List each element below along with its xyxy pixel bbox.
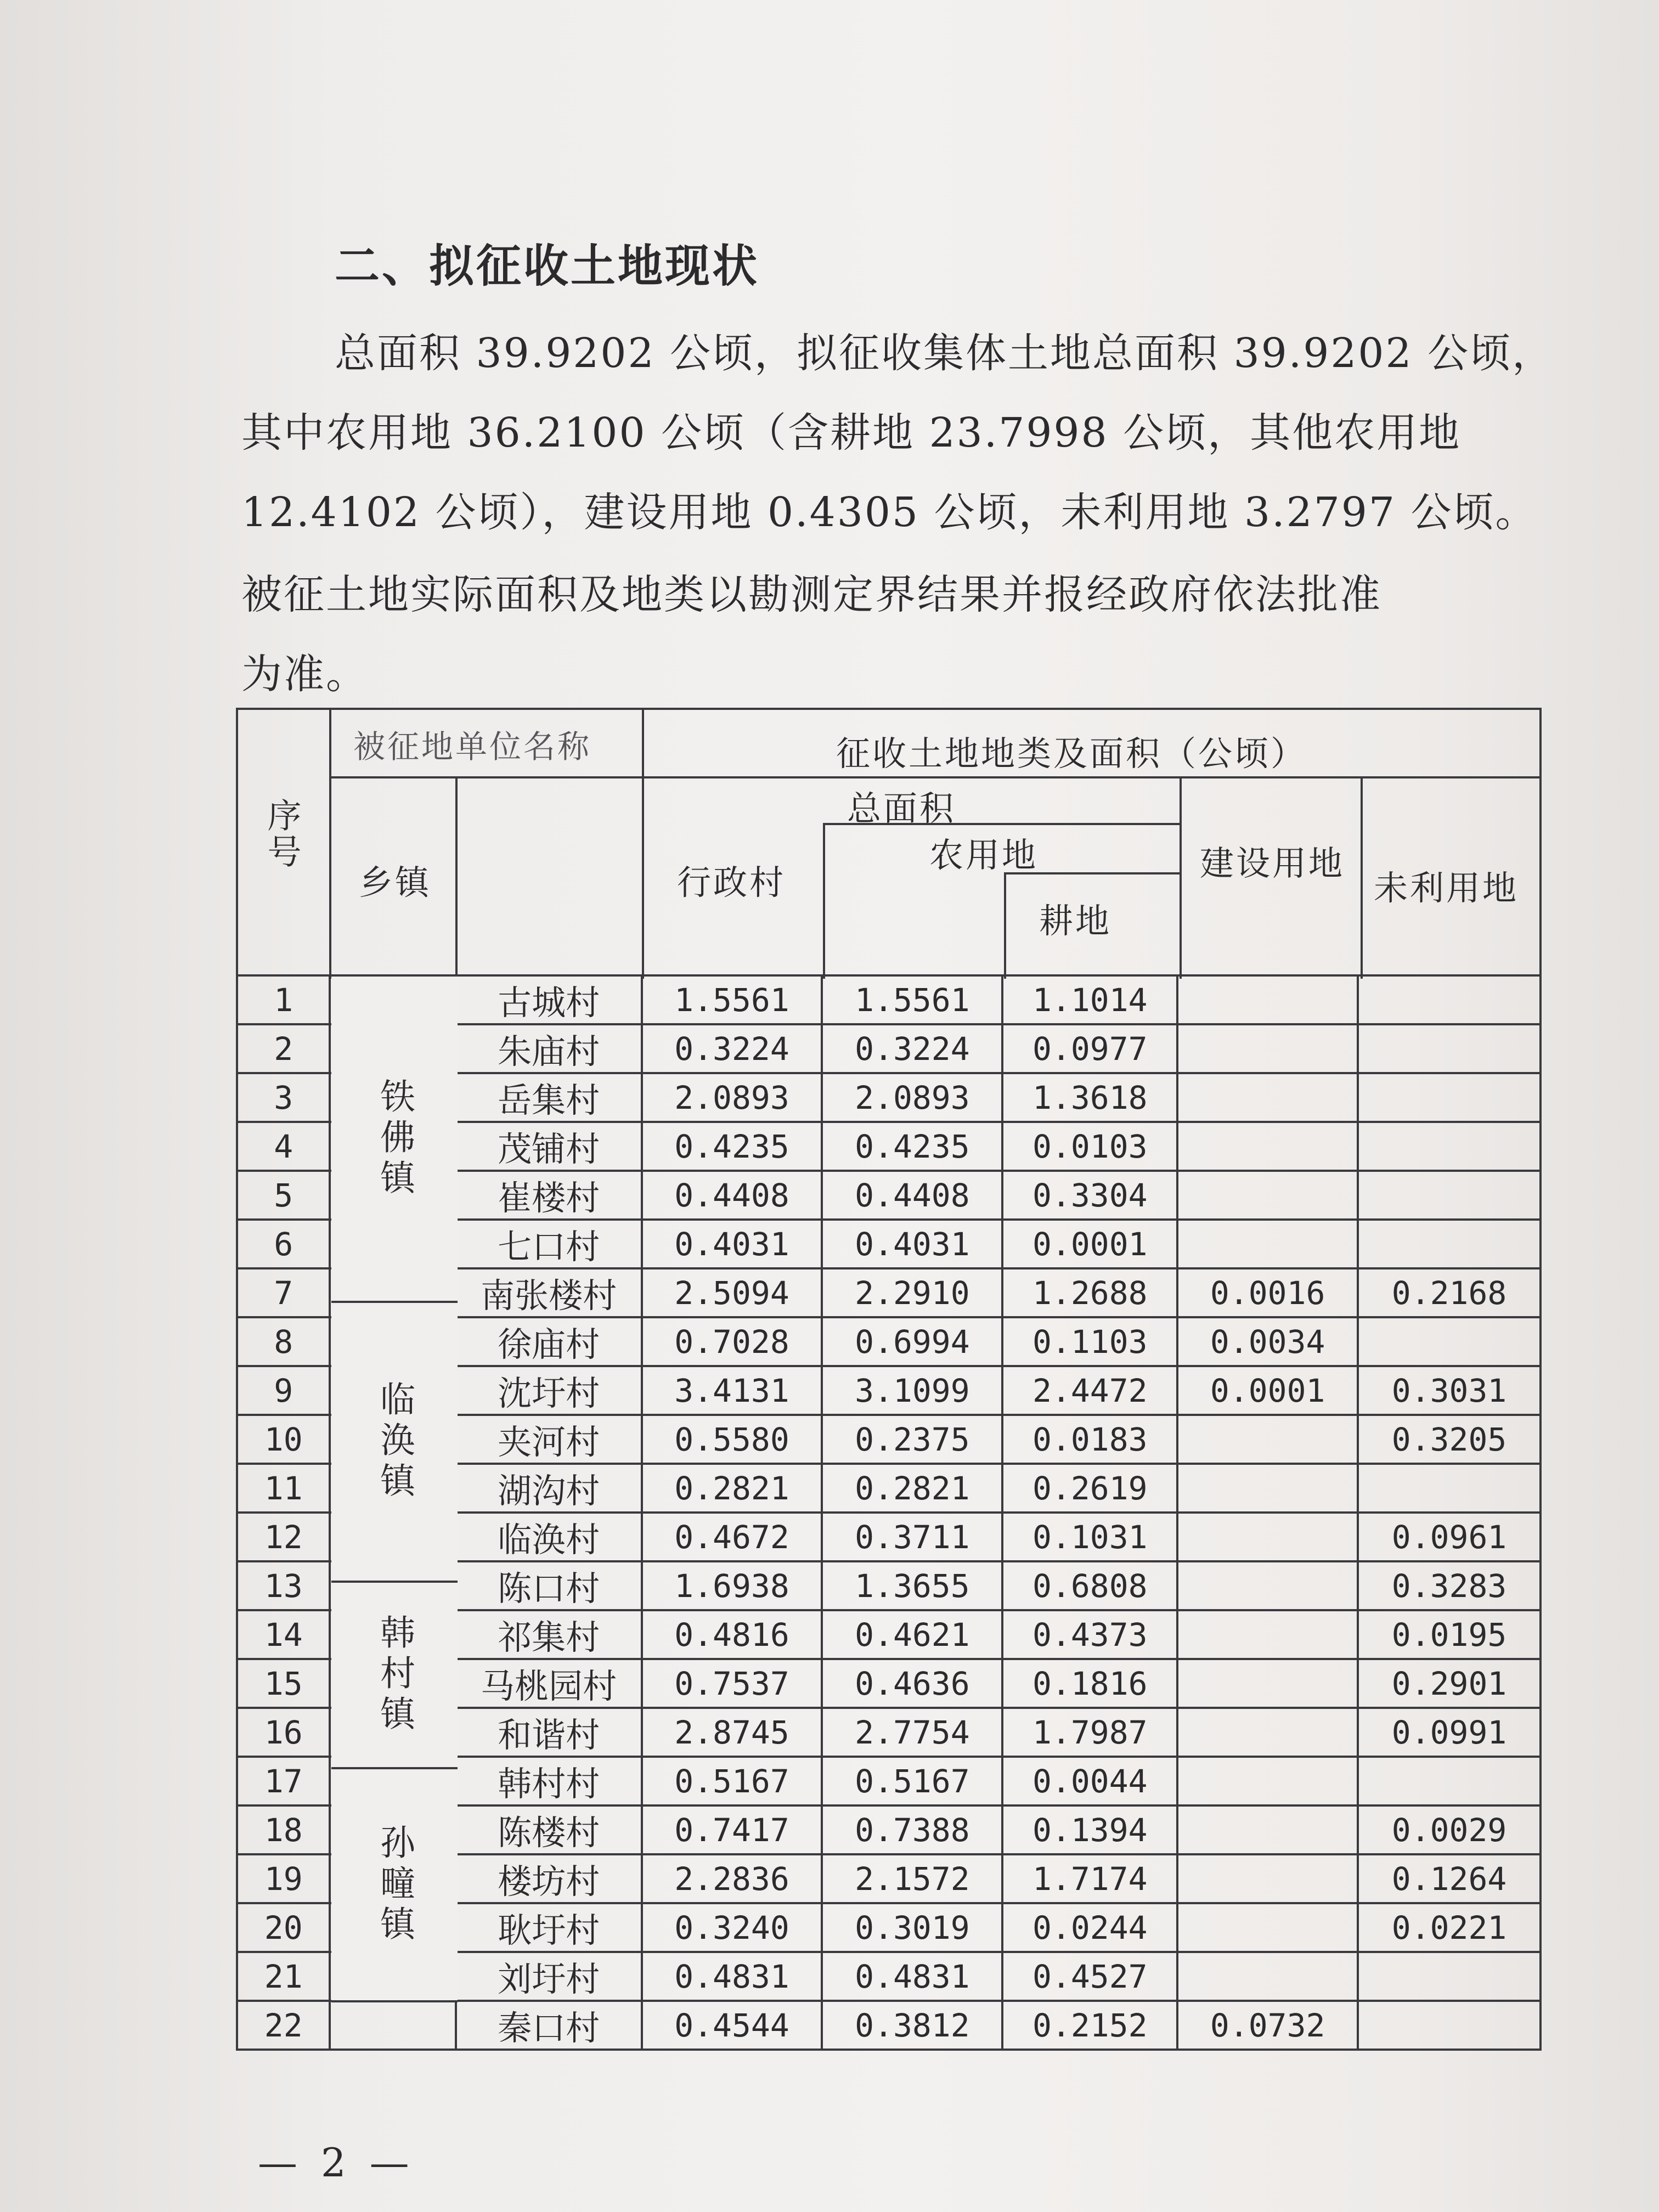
cell-agricultural: 2.0893 xyxy=(823,1074,1003,1121)
town-cell xyxy=(331,977,458,1303)
cell-seq: 15 xyxy=(238,1660,331,1707)
cell-agricultural: 0.4831 xyxy=(823,1953,1003,2000)
cell-construction xyxy=(1178,1562,1359,1609)
cell-total: 0.7537 xyxy=(643,1660,823,1707)
cell-cultivated: 0.0103 xyxy=(1003,1123,1178,1170)
table-row xyxy=(238,2002,1539,2051)
cell-cultivated: 1.7987 xyxy=(1003,1709,1178,1756)
cell-cultivated: 0.0183 xyxy=(1003,1416,1178,1463)
cell-agricultural: 0.5167 xyxy=(823,1758,1003,1804)
cell-agricultural: 2.2910 xyxy=(823,1269,1003,1316)
cell-village: 马桃园村 xyxy=(457,1660,643,1707)
cell-seq: 21 xyxy=(238,1953,331,2000)
cell-village: 秦口村 xyxy=(457,2002,643,2049)
cell-total: 1.5561 xyxy=(643,977,823,1023)
table-body xyxy=(236,977,1542,2051)
cell-village: 临涣村 xyxy=(457,1514,643,1560)
cell-total: 0.4235 xyxy=(643,1123,823,1170)
cell-village: 陈口村 xyxy=(457,1562,643,1609)
cell-total: 0.4831 xyxy=(643,1953,823,2000)
town-name: 铁佛镇 xyxy=(374,1077,415,1200)
header-town: 乡镇 xyxy=(359,862,432,902)
cell-cultivated: 0.0044 xyxy=(1003,1758,1178,1804)
header-seq: 序号 xyxy=(262,798,302,870)
cell-seq: 10 xyxy=(238,1416,331,1463)
table-header xyxy=(236,708,1542,977)
cell-total: 3.4131 xyxy=(643,1367,823,1414)
cell-unused xyxy=(1359,977,1539,1023)
cell-agricultural: 0.2375 xyxy=(823,1416,1003,1463)
cell-total: 0.3240 xyxy=(643,1904,823,1951)
cell-construction xyxy=(1178,977,1359,1023)
cell-seq: 1 xyxy=(238,977,331,1023)
land-acquisition-table xyxy=(236,708,1542,2051)
cell-construction xyxy=(1178,1514,1359,1560)
cell-seq: 17 xyxy=(238,1758,331,1804)
cell-unused xyxy=(1359,1221,1539,1267)
paragraph-line-3: 12.4102 公顷），建设用地 0.4305 公顷，未利用地 3.2797 公顷。 xyxy=(241,489,1538,536)
cell-village: 陈楼村 xyxy=(457,1807,643,1853)
cell-agricultural: 3.1099 xyxy=(823,1367,1003,1414)
cell-agricultural: 2.1572 xyxy=(823,1855,1003,1902)
cell-seq: 13 xyxy=(238,1562,331,1609)
cell-agricultural: 1.3655 xyxy=(823,1562,1003,1609)
cell-construction xyxy=(1178,1416,1359,1463)
cell-construction xyxy=(1178,1172,1359,1218)
cell-village: 朱庙村 xyxy=(457,1025,643,1072)
cell-construction xyxy=(1178,1660,1359,1707)
cell-cultivated: 0.2152 xyxy=(1003,2002,1178,2049)
cell-unused: 0.0029 xyxy=(1391,1811,1507,1849)
cell-cultivated: 2.4472 xyxy=(1003,1367,1178,1414)
cell-construction xyxy=(1178,1709,1359,1756)
cell-total: 2.2836 xyxy=(643,1855,823,1902)
cell-unused xyxy=(1359,1953,1539,2000)
town-name: 韩村镇 xyxy=(374,1614,415,1736)
cell-total: 0.4544 xyxy=(643,2002,823,2049)
town-cell xyxy=(331,1583,458,1769)
cell-seq: 14 xyxy=(238,1611,331,1658)
cell-construction xyxy=(1178,1807,1359,1853)
cell-village: 茂铺村 xyxy=(457,1123,643,1170)
cell-construction xyxy=(1178,1611,1359,1658)
cell-cultivated: 0.4373 xyxy=(1003,1611,1178,1658)
cell-unused xyxy=(1359,1025,1539,1072)
header-agricultural: 农用地 xyxy=(929,835,1039,875)
town-cell xyxy=(331,1303,458,1583)
cell-agricultural: 0.7388 xyxy=(823,1807,1003,1853)
cell-agricultural: 0.3019 xyxy=(823,1904,1003,1951)
paragraph-line-5: 为准。 xyxy=(241,651,368,698)
cell-unused: 0.2168 xyxy=(1391,1274,1507,1312)
cell-unused xyxy=(1359,2002,1539,2049)
header-total: 总面积 xyxy=(847,788,956,828)
header-unused: 未利用地 xyxy=(1374,868,1519,908)
cell-cultivated: 0.1394 xyxy=(1003,1807,1178,1853)
cell-cultivated: 1.7174 xyxy=(1003,1855,1178,1902)
cell-unused: 0.0991 xyxy=(1391,1713,1507,1751)
cell-seq: 6 xyxy=(238,1221,331,1267)
cell-construction xyxy=(1178,1953,1359,2000)
cell-total: 0.5580 xyxy=(643,1416,823,1463)
cell-cultivated: 0.1103 xyxy=(1003,1318,1178,1365)
cell-construction xyxy=(1178,1025,1359,1072)
page-number: — 2 — xyxy=(258,2140,415,2186)
cell-seq: 20 xyxy=(238,1904,331,1951)
cell-total: 0.4031 xyxy=(643,1221,823,1267)
cell-seq: 3 xyxy=(238,1074,331,1121)
cell-cultivated: 0.6808 xyxy=(1003,1562,1178,1609)
cell-village: 古城村 xyxy=(457,977,643,1023)
cell-agricultural: 0.4235 xyxy=(823,1123,1003,1170)
cell-unused: 0.1264 xyxy=(1391,1860,1507,1898)
cell-cultivated: 0.4527 xyxy=(1003,1953,1178,2000)
cell-agricultural: 0.3711 xyxy=(823,1514,1003,1560)
cell-unused xyxy=(1359,1123,1539,1170)
paragraph-line-1: 总面积 39.9202 公顷，拟征收集体土地总面积 39.9202 公顷， xyxy=(335,330,1555,377)
cell-construction: 0.0732 xyxy=(1178,2002,1359,2049)
cell-total: 2.5094 xyxy=(643,1269,823,1316)
cell-unused xyxy=(1359,1172,1539,1218)
cell-village: 崔楼村 xyxy=(457,1172,643,1218)
cell-seq: 11 xyxy=(238,1465,331,1511)
cell-village: 南张楼村 xyxy=(457,1269,643,1316)
cell-agricultural: 0.3224 xyxy=(823,1025,1003,1072)
cell-unused xyxy=(1359,1758,1539,1804)
cell-seq: 16 xyxy=(238,1709,331,1756)
cell-agricultural: 0.6994 xyxy=(823,1318,1003,1365)
cell-total: 0.7028 xyxy=(643,1318,823,1365)
cell-total: 0.4408 xyxy=(643,1172,823,1218)
town-name: 孙疃镇 xyxy=(374,1824,415,1946)
cell-agricultural: 1.5561 xyxy=(823,977,1003,1023)
cell-seq: 5 xyxy=(238,1172,331,1218)
header-village: 行政村 xyxy=(677,862,786,902)
cell-cultivated: 0.1031 xyxy=(1003,1514,1178,1560)
cell-seq: 9 xyxy=(238,1367,331,1414)
cell-village: 刘圩村 xyxy=(457,1953,643,2000)
cell-unused: 0.3283 xyxy=(1391,1567,1507,1605)
paragraph-line-2: 其中农用地 36.2100 公顷（含耕地 23.7998 公顷，其他农用地 xyxy=(241,409,1462,456)
cell-village: 耿圩村 xyxy=(457,1904,643,1951)
cell-village: 岳集村 xyxy=(457,1074,643,1121)
cell-unused: 0.2901 xyxy=(1391,1664,1507,1702)
cell-cultivated: 0.0244 xyxy=(1003,1904,1178,1951)
cell-cultivated: 1.1014 xyxy=(1003,977,1178,1023)
cell-unused: 0.0195 xyxy=(1391,1616,1507,1654)
cell-total: 2.8745 xyxy=(643,1709,823,1756)
cell-cultivated: 1.2688 xyxy=(1003,1269,1178,1316)
cell-construction xyxy=(1178,1123,1359,1170)
cell-cultivated: 0.1816 xyxy=(1003,1660,1178,1707)
paragraph-line-4: 被征土地实际面积及地类以勘测定界结果并报经政府依法批准 xyxy=(241,571,1382,618)
cell-unused: 0.0221 xyxy=(1391,1909,1507,1946)
cell-unused xyxy=(1359,1465,1539,1511)
cell-unused xyxy=(1359,1318,1539,1365)
cell-unused: 0.0961 xyxy=(1391,1518,1507,1556)
cell-village: 楼坊村 xyxy=(457,1855,643,1902)
cell-seq: 8 xyxy=(238,1318,331,1365)
cell-construction xyxy=(1178,1074,1359,1121)
cell-seq: 18 xyxy=(238,1807,331,1853)
cell-construction xyxy=(1178,1855,1359,1902)
cell-total: 0.4672 xyxy=(643,1514,823,1560)
cell-village: 祁集村 xyxy=(457,1611,643,1658)
cell-cultivated: 0.0001 xyxy=(1003,1221,1178,1267)
cell-seq: 12 xyxy=(238,1514,331,1560)
cell-agricultural: 0.4031 xyxy=(823,1221,1003,1267)
cell-construction xyxy=(1178,1221,1359,1267)
cell-village: 徐庙村 xyxy=(457,1318,643,1365)
cell-construction xyxy=(1178,1758,1359,1804)
cell-seq: 7 xyxy=(238,1269,331,1316)
cell-construction xyxy=(1178,1465,1359,1511)
cell-seq: 4 xyxy=(238,1123,331,1170)
cell-unused: 0.3205 xyxy=(1391,1420,1507,1458)
cell-agricultural: 0.4621 xyxy=(823,1611,1003,1658)
cell-cultivated: 1.3618 xyxy=(1003,1074,1178,1121)
cell-total: 0.5167 xyxy=(643,1758,823,1804)
cell-village: 七口村 xyxy=(457,1221,643,1267)
header-construction: 建设用地 xyxy=(1199,843,1345,883)
cell-agricultural: 0.3812 xyxy=(823,2002,1003,2049)
cell-village: 韩村村 xyxy=(457,1758,643,1804)
cell-construction xyxy=(1178,1904,1359,1951)
cell-seq: 19 xyxy=(238,1855,331,1902)
cell-total: 0.7417 xyxy=(643,1807,823,1853)
cell-village: 沈圩村 xyxy=(457,1367,643,1414)
cell-seq: 22 xyxy=(238,2002,331,2049)
cell-total: 0.3224 xyxy=(643,1025,823,1072)
town-cell xyxy=(331,1769,458,2002)
cell-construction: 0.0016 xyxy=(1178,1269,1359,1316)
cell-agricultural: 0.4636 xyxy=(823,1660,1003,1707)
cell-cultivated: 0.3304 xyxy=(1003,1172,1178,1218)
cell-total: 0.2821 xyxy=(643,1465,823,1511)
section-title: 二、拟征收土地现状 xyxy=(335,240,760,292)
cell-unused xyxy=(1359,1074,1539,1121)
cell-total: 0.4816 xyxy=(643,1611,823,1658)
town-name: 临涣镇 xyxy=(374,1381,415,1503)
cell-total: 2.0893 xyxy=(643,1074,823,1121)
cell-construction: 0.0001 xyxy=(1178,1367,1359,1414)
header-unit-group: 被征地单位名称 xyxy=(353,728,592,765)
cell-seq: 2 xyxy=(238,1025,331,1072)
cell-cultivated: 0.0977 xyxy=(1003,1025,1178,1072)
cell-construction: 0.0034 xyxy=(1178,1318,1359,1365)
cell-unused: 0.3031 xyxy=(1391,1372,1507,1409)
cell-village: 夹河村 xyxy=(457,1416,643,1463)
cell-village: 湖沟村 xyxy=(457,1465,643,1511)
cell-agricultural: 0.2821 xyxy=(823,1465,1003,1511)
cell-agricultural: 2.7754 xyxy=(823,1709,1003,1756)
cell-total: 1.6938 xyxy=(643,1562,823,1609)
header-cultivated: 耕地 xyxy=(1039,901,1112,941)
cell-town xyxy=(331,2002,456,2049)
cell-agricultural: 0.4408 xyxy=(823,1172,1003,1218)
cell-village: 和谐村 xyxy=(457,1709,643,1756)
cell-cultivated: 0.2619 xyxy=(1003,1465,1178,1511)
header-land-group: 征收土地地类及面积（公顷） xyxy=(836,733,1307,774)
